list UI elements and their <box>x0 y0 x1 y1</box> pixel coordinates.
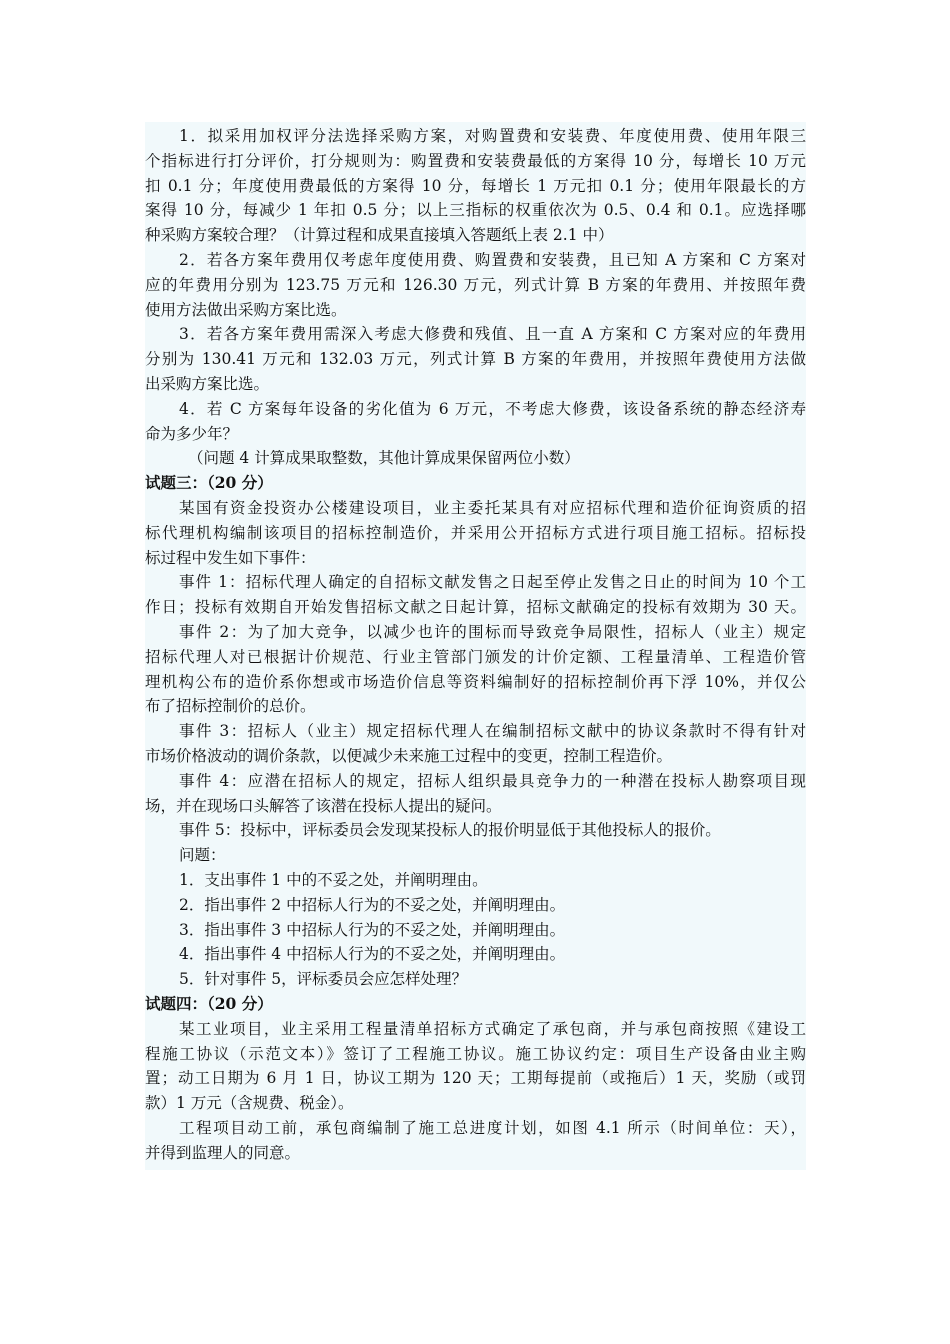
text-line: 事件 3：招标人（业主）规定招标代理人在编制招标文献中的协议条款时不得有针对 <box>179 722 806 741</box>
text-line: 某国有资金投资办公楼建设项目，业主委托某具有对应招标代理和造价征询资质的招 <box>179 499 806 517</box>
text-line: 招标代理人对已根据计价规范、行业主管部门颁发的计价定额、工程量清单、工程造价管 <box>145 647 806 666</box>
text-line: 事件 2：为了加大竞争，以减少也许的围标而导致竞争局限性，招标人（业主）规定 <box>179 623 806 641</box>
section-heading: 试题三：（20 分） <box>145 473 273 493</box>
document-page <box>145 122 806 1170</box>
text-line: 3．指出事件 3 中招标人行为的不妥之处，并阐明理由。 <box>179 920 566 939</box>
text-line: 4．若 C 方案每年设备的劣化值为 6 万元，不考虑大修费，该设备系统的静态经济寿 <box>179 399 806 418</box>
text-line: 标过程中发生如下事件： <box>145 548 316 567</box>
text-line: 标代理机构编制该项目的招标控制造价，并采用公开招标方式进行项目施工招标。招标投 <box>145 523 806 542</box>
text-line: 事件 4：应潜在招标人的规定，招标人组织最具竞争力的一种潜在投标人勘察项目现 <box>179 771 806 790</box>
section-heading: 试题四：（20 分） <box>145 994 273 1013</box>
text-line: 2．若各方案年费用仅考虑年度使用费、购置费和安装费，且已知 A 方案和 C 方案对 <box>179 251 806 269</box>
text-line: 3．若各方案年费用需深入考虑大修费和残值、且一直 A 方案和 C 方案对应的年费用 <box>179 325 806 344</box>
text-line: 种采购方案较合理？（计算过程和成果直接填入答题纸上表 2.1 中） <box>145 226 614 245</box>
text-line: 并得到监理人的同意。 <box>145 1143 301 1162</box>
text-line: 场，并在现场口头解答了该潜在投标人提出的疑问。 <box>145 796 502 815</box>
text-line: 工程项目动工前，承包商编制了施工总进度计划，如图 4.1 所示（时间单位：天）， <box>179 1119 806 1137</box>
text-line: 事件 5：投标中，评标委员会发现某投标人的报价明显低于其他投标人的报价。 <box>179 821 721 840</box>
text-line: 扣 0.1 分；年度使用费最低的方案得 10 分，每增长 1 万元扣 0.1 分；使用年限最长的方 <box>145 176 806 195</box>
text-line: 事件 1：招标代理人确定的自招标文献发售之日起至停止发售之日止的时间为 10 个工 <box>179 573 806 592</box>
text-line: 作日；投标有效期自开始发售招标文献之日起计算，招标文献确定的投标有效期为 30 天。 <box>145 598 806 617</box>
text-line: 款）1 万元（含规费、税金）。 <box>145 1094 354 1113</box>
text-line: 置；动工日期为 6 月 1 日，协议工期为 120 天；工期每提前（或拖后）1 天，奖励（或罚 <box>145 1069 806 1088</box>
text-line: 4．指出事件 4 中招标人行为的不妥之处，并阐明理由。 <box>179 945 566 964</box>
text-line: 程施工协议（示范文本）》签订了工程施工协议。施工协议约定：项目生产设备由业主购 <box>145 1044 806 1063</box>
text-line: 布了招标控制价的总价。 <box>145 697 316 716</box>
text-line: 出采购方案比选。 <box>145 375 270 393</box>
text-line: 2．指出事件 2 中招标人行为的不妥之处，并阐明理由。 <box>179 895 566 914</box>
text-line: 案得 10 分，每减少 1 年扣 0.5 分；以上三指标的权重依次为 0.5、0.4 和 0.1。应选择哪 <box>145 201 806 220</box>
text-line: 使用方法做出采购方案比选。 <box>145 300 347 319</box>
text-line: 5．针对事件 5，评标委员会应怎样处理？ <box>179 970 468 989</box>
text-line: 分别为 130.41 万元和 132.03 万元，列式计算 B 方案的年费用，并按照年费使用方法做 <box>145 350 806 369</box>
text-line: 1．拟采用加权评分法选择采购方案，对购置费和安装费、年度使用费、使用年限三 <box>179 127 806 145</box>
text-line: 市场价格波动的调价条款，以便减少未来施工过程中的变更，控制工程造价。 <box>145 747 673 765</box>
text-line: 某工业项目，业主采用工程量清单招标方式确定了承包商，并与承包商按照《建设工 <box>179 1019 806 1038</box>
text-line: 应的年费用分别为 123.75 万元和 126.30 万元，列式计算 B 方案的年费用、并按照年费 <box>145 275 806 294</box>
text-line: 个指标进行打分评价，打分规则为：购置费和安装费最低的方案得 10 分，每增长 10 万元 <box>145 151 806 170</box>
text-line: （问题 4 计算成果取整数，其他计算成果保留两位小数） <box>188 449 580 468</box>
text-line: 问题： <box>179 846 226 865</box>
text-line: 1．支出事件 1 中的不妥之处，并阐明理由。 <box>179 871 488 889</box>
text-line: 命为多少年？ <box>145 424 239 443</box>
text-line: 理机构公布的造价系你想或市场造价信息等资料编制好的招标控制价再下浮 10%，并仅公 <box>145 672 806 691</box>
